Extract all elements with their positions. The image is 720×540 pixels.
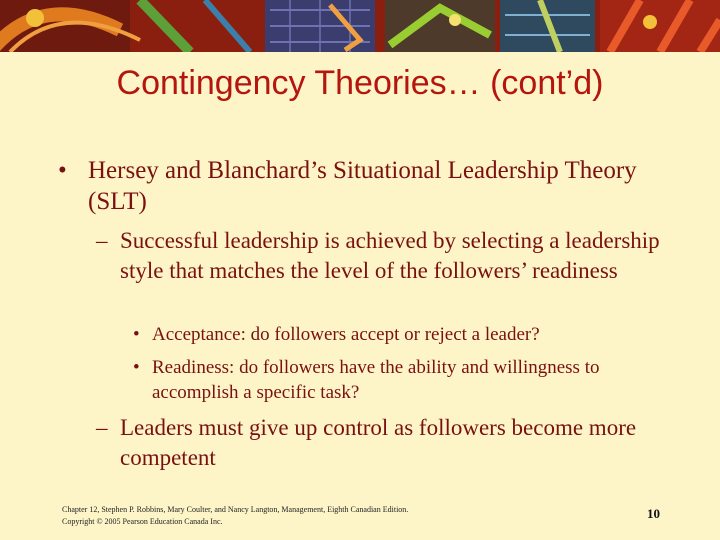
main-bullet-text: Hersey and Blanchard’s Situational Leadership Theory (SLT) [88,157,637,215]
detail-bullet-item-1 [133,322,672,347]
bullet-marker: • [58,157,67,184]
main-bullet-item [58,155,688,217]
sub-bullet-text-2: Leaders must give up control as followers become more competent [120,415,637,470]
dash-marker: – [96,228,108,253]
detail-bullet-text-2: Readiness: do followers have the ability and willingness to accomplish a specific task? [152,357,600,403]
bullet-marker: • [133,324,140,345]
footer-citation: Chapter 12, Stephen P. Robbins, Mary Coulter, and Nancy Langton, Management, Eighth Canadian Edition. [62,505,409,514]
bullet-marker: • [133,357,140,378]
detail-bullet-text-1: Acceptance: do followers accept or reject a leader? [152,324,540,345]
copyright-footer [62,504,482,528]
sub-bullet-item-2 [96,413,680,473]
footer-copyright: Copyright © 2005 Pearson Education Canada Inc. [62,517,223,526]
slide-title: Contingency Theories… (cont’d) [116,64,604,102]
sub-bullet-item-1 [96,226,680,286]
dash-marker: – [96,415,108,440]
page-number: 10 [647,506,660,521]
sub-bullet-text-1: Successful leadership is achieved by selecting a leadership style that matches the level of the followers’ readiness [120,228,660,283]
detail-bullet-item-2 [133,355,672,405]
